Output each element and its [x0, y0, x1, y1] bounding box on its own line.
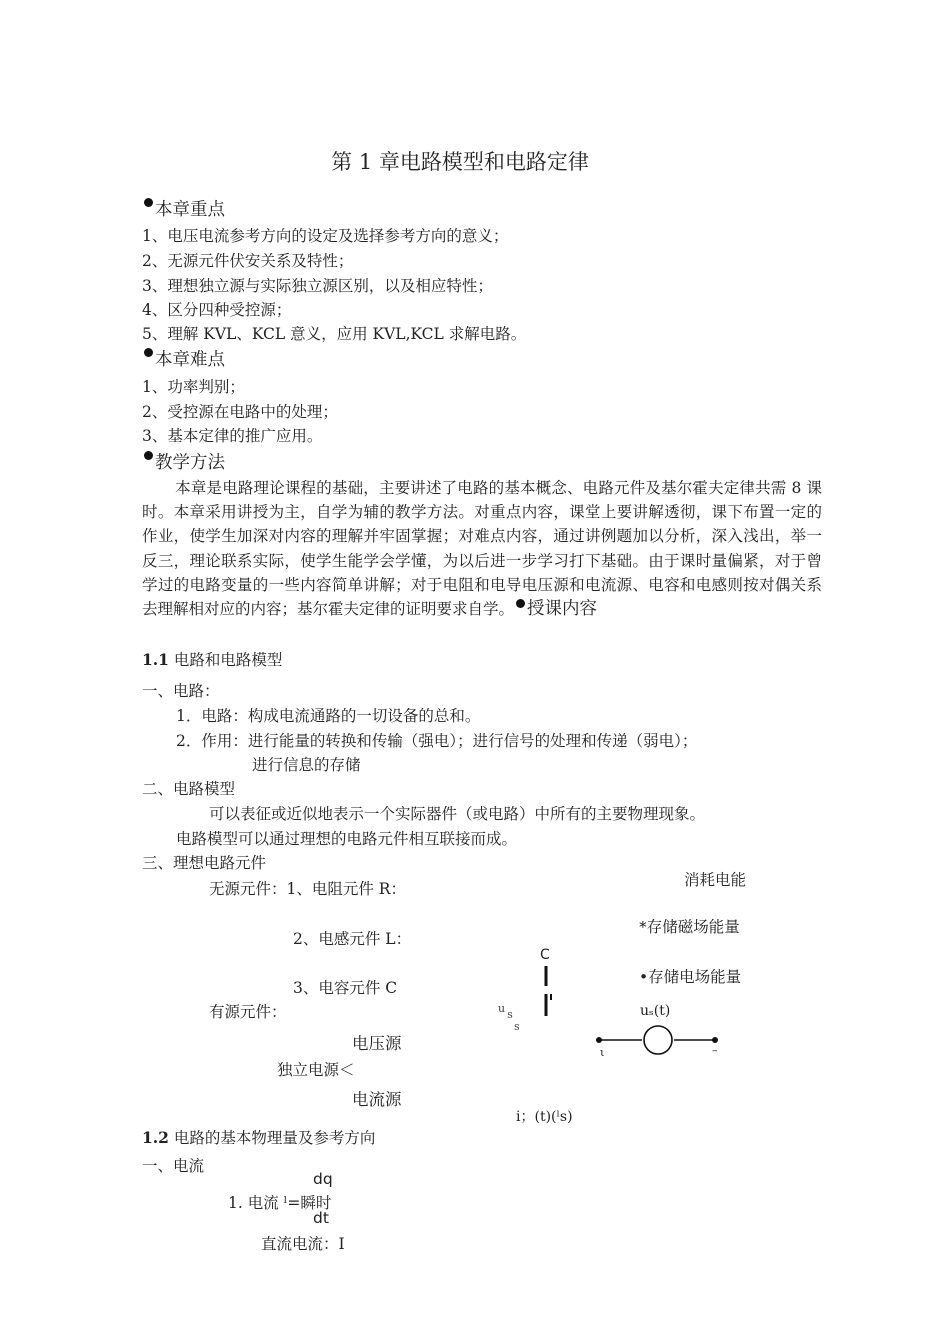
- model-line: 可以表征或近似地表示一个实际器件（或电路）中所有的主要物理现象。: [209, 805, 706, 823]
- terminal-right: –: [712, 1044, 718, 1057]
- bullet-icon: [144, 348, 153, 357]
- bullet-icon: [144, 451, 153, 460]
- circuit-item: 2．作用：进行能量的转换和传输（强电）；进行信号的处理和传递（弱电）；: [176, 732, 698, 750]
- method-paragraph: [142, 476, 822, 621]
- formula-numerator: dq: [313, 1170, 333, 1188]
- inductor-label: 2、电感元件 L：: [293, 930, 412, 948]
- circuit-item: 1．电路：构成电流通路的一切设备的总和。: [176, 707, 481, 725]
- capacitor-note: •存储电场能量: [639, 968, 742, 986]
- key-point-item: 4、区分四种受控源；: [142, 301, 292, 319]
- section-title: 电路的基本物理量及参考方向: [173, 1129, 376, 1147]
- method-paragraph-text: 本章是电路理论课程的基础，主要讲述了电路的基本概念、电路元件及基尔霍夫定律共需 8 课时。本章采用讲授为主，自学为辅的教学方法。对重点内容，课堂上要讲解透彻，课下布置一定的作业，使学生加深对内容的理解并牢固掌握；对难点内容，通过讲例题加以分析，深入浅出，举一反三，理论联系实际，使学生能学会学懂，为以后进一步学习打下基础。由于课时量偏紧，对于曾学过的电路变量的一些内容简单讲解；对于电阻和电导电压源和电流源、电容和电感则按对偶关系去理解相对应的内容；基尔霍夫定律的证明要求自学。: [142, 479, 822, 619]
- lecture-content-heading-text: 授课内容: [527, 599, 598, 620]
- independent-source-label: 独立电源＜: [277, 1061, 355, 1079]
- method-heading: [144, 449, 225, 474]
- difficulty-item: 1、功率判别；: [142, 378, 245, 396]
- capacitor-symbol-label: C: [540, 947, 550, 963]
- current-expression: i；(t)(ˡs): [516, 1109, 573, 1125]
- formula-left: 1. 电流 ˡ=瞬时: [228, 1194, 332, 1212]
- voltage-source-symbol: [594, 1024, 724, 1060]
- bullet-icon: [516, 599, 525, 608]
- key-point-item: 2、无源元件伏安关系及特性；: [142, 252, 354, 270]
- model-heading: 二、电路模型: [142, 780, 236, 798]
- section-1-2-heading: [142, 1126, 375, 1148]
- section-title: 电路和电路模型: [173, 651, 283, 669]
- inductor-note: *存储磁场能量: [639, 918, 740, 936]
- circuit-item: 进行信息的存储: [252, 756, 361, 774]
- ideal-elements-heading: 三、理想电路元件: [142, 854, 267, 872]
- bullet-icon: [144, 198, 153, 207]
- section-1-1-heading: [142, 648, 282, 670]
- capacitor-label: 3、电容元件 C: [293, 979, 398, 997]
- resistor-note: 消耗电能: [684, 871, 747, 889]
- us-label: [498, 1002, 513, 1021]
- model-line: 电路模型可以通过理想的电路元件相互联接而成。: [176, 830, 518, 848]
- key-point-item: 5、理解 KVL、KCL 意义，应用 KVL,KCL 求解电路。: [142, 325, 527, 343]
- page-title: 第 1 章电路模型和电路定律: [331, 150, 589, 174]
- active-elements-label: 有源元件：: [209, 1003, 287, 1021]
- difficulties-heading-text: 本章难点: [155, 350, 225, 370]
- method-heading-text: 教学方法: [155, 453, 225, 473]
- key-point-item: 3、理想独立源与实际独立源区别，以及相应特性；: [142, 277, 493, 295]
- difficulty-item: 2、受控源在电路中的处理；: [142, 403, 338, 421]
- voltage-source-label: 电压源: [352, 1034, 402, 1053]
- key-points-heading: [144, 196, 225, 221]
- circuit-heading: 一、电路：: [142, 682, 220, 700]
- key-point-item: 1、电压电流参考方向的设定及选择参考方向的意义；: [142, 227, 509, 245]
- capacitor-symbol: [536, 962, 560, 1020]
- section-number: 1.2: [142, 1128, 169, 1147]
- passive-elements-label: 无源元件：1、电阻元件 R：: [209, 880, 406, 898]
- current-heading: 一、电流: [142, 1157, 205, 1175]
- source-label: uₛ(t): [640, 1003, 671, 1019]
- terminal-left: ι: [600, 1046, 605, 1059]
- us-subscript: s: [507, 1008, 513, 1021]
- key-points-heading-text: 本章重点: [155, 200, 225, 220]
- formula-denominator: dt: [313, 1209, 329, 1227]
- section-number: 1.1: [142, 650, 169, 669]
- dc-current-label: 直流电流：I: [261, 1235, 345, 1253]
- lecture-content-heading: [514, 599, 597, 619]
- difficulty-item: 3、基本定律的推广应用。: [142, 427, 323, 445]
- us-symbol: u: [498, 1002, 506, 1015]
- us-subscript-2: s: [514, 1020, 520, 1033]
- difficulties-heading: [144, 346, 225, 371]
- current-source-label: 电流源: [352, 1090, 402, 1109]
